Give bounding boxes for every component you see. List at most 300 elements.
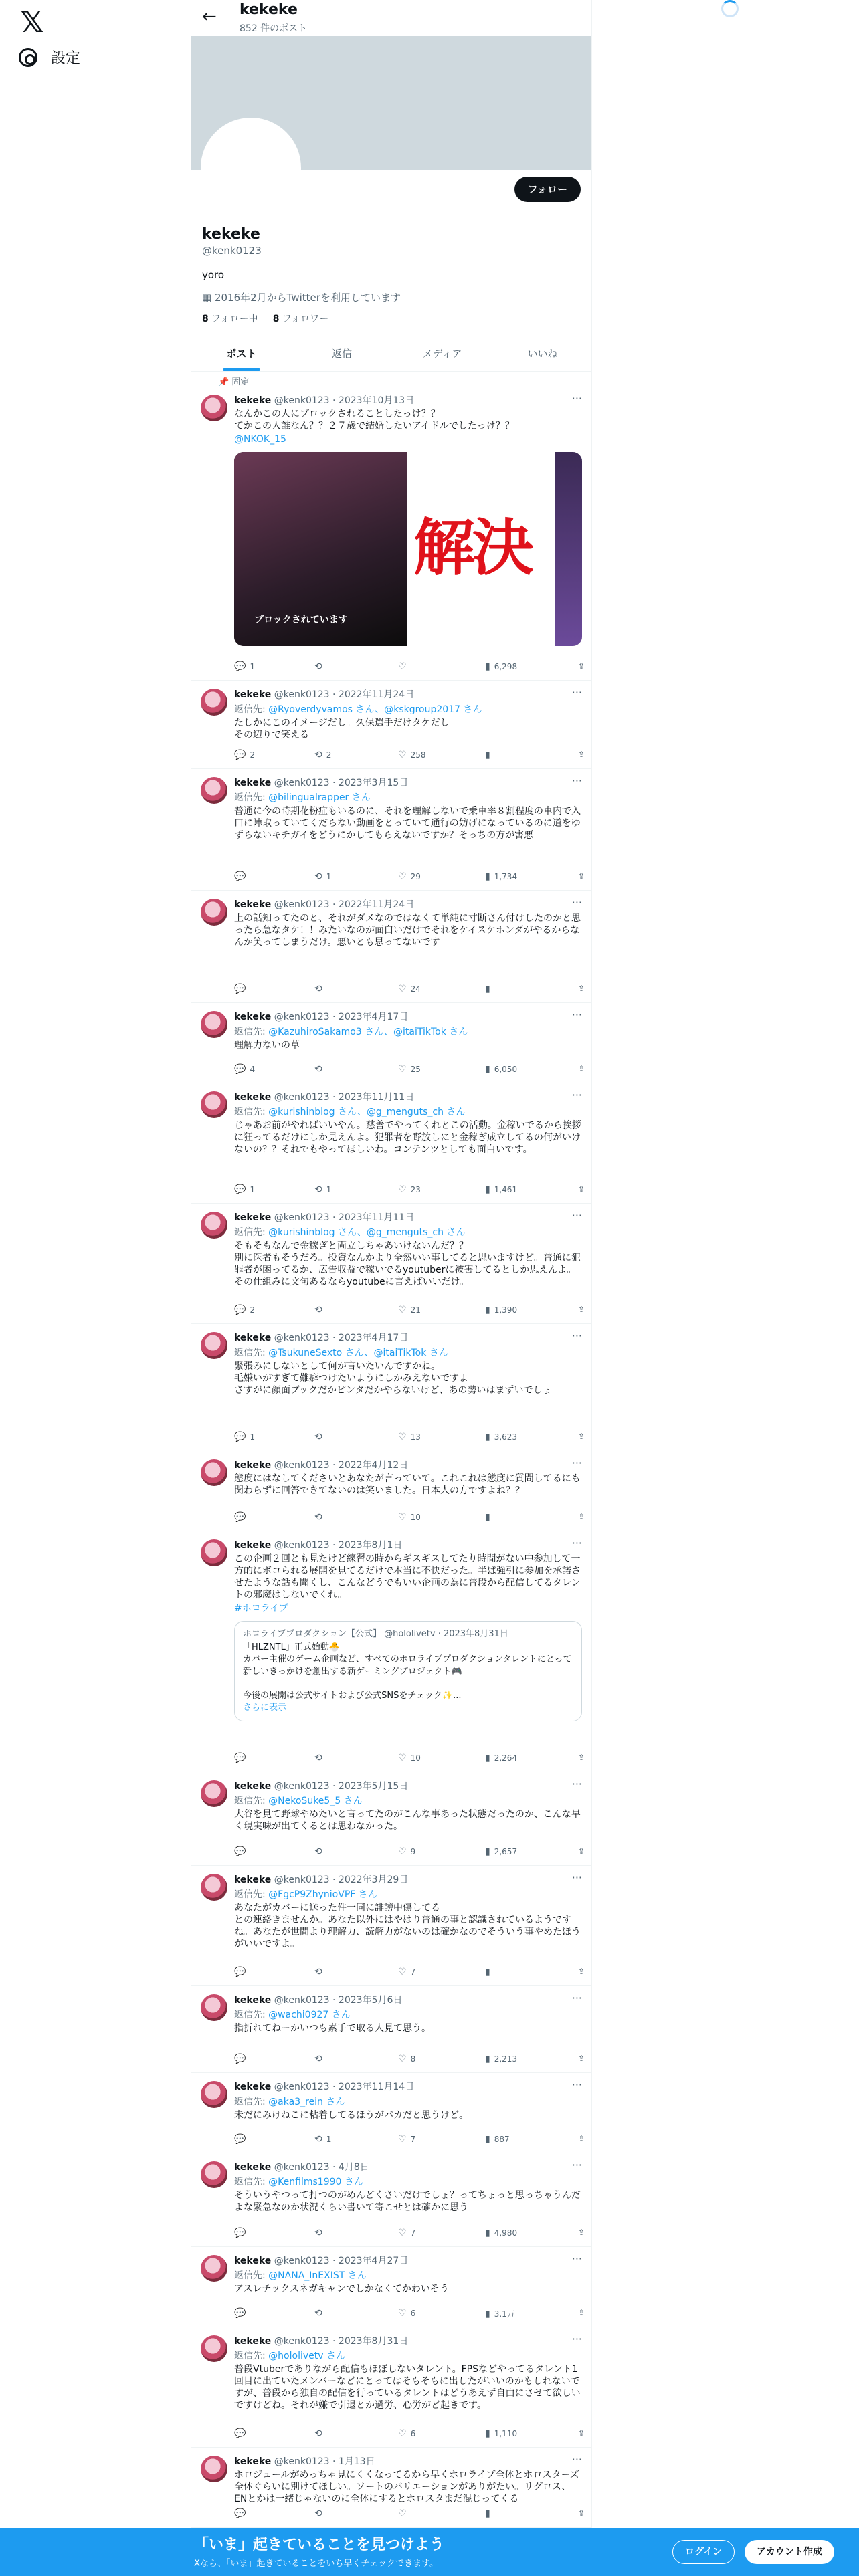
tweet[interactable]	[191, 1204, 592, 1324]
tweet-text: 大谷を見て野球やめたいと言ってたのがこんな事あった状態だったのか、こんな早く現実味が出てくるとは思わなかった。	[234, 1809, 581, 1832]
views-action[interactable]	[485, 2428, 517, 2439]
like-icon: ♡	[398, 1967, 407, 1977]
tweet-avatar[interactable]	[201, 689, 227, 716]
tweet-media[interactable]	[234, 452, 582, 646]
reply-to: 返信先: @Ryoverdyvamos さん、@kskgroup2017 さん	[234, 704, 482, 715]
tweet-header	[234, 1331, 582, 1344]
reply-action[interactable]	[234, 1753, 250, 1763]
views-action[interactable]	[485, 1184, 517, 1195]
share-icon[interactable]: ⇪	[577, 661, 585, 671]
reply-action[interactable]	[234, 750, 255, 760]
reply-action[interactable]	[234, 2134, 250, 2145]
retweet-icon: ⟲	[314, 984, 322, 994]
login-banner-title: 「いま」起きていることを見つけよう	[194, 2537, 445, 2553]
retweet-action[interactable]	[314, 2428, 326, 2439]
retweet-action[interactable]	[314, 2054, 326, 2064]
more-icon[interactable]: ···	[571, 1089, 582, 1101]
tweet-avatar[interactable]	[201, 2161, 227, 2188]
reply-to-handles[interactable]: @TsukuneSexto さん、@itaiTikTok さん	[268, 1348, 448, 1358]
tweet-header	[234, 2254, 582, 2267]
share-icon[interactable]: ⇪	[577, 1846, 585, 1856]
tweet-meta: @kenk0123 · 2022年11月24日	[274, 689, 415, 700]
reply-action[interactable]	[234, 984, 250, 994]
tweet[interactable]	[191, 1772, 592, 1866]
tweet-avatar[interactable]	[201, 1874, 227, 1901]
tweet-text: ホロジュールがめっちゃ見にくくなってるから早くホロライブ全体とホロスターズ全体ぐらいに別けてほしい。ソートのバリエーションがありがたい。リグロス、ENとかは一緒じゃないのに全体にするとホロスタまだ混じってくる	[234, 2470, 579, 2504]
retweet-action[interactable]	[314, 1753, 326, 1763]
reply-icon: 💬	[234, 1512, 246, 1523]
reply-to-handles[interactable]: @Kenfilms1990 さん	[268, 2177, 363, 2187]
views-icon: ▮	[485, 984, 490, 994]
reply-to-handles[interactable]: @hololivetv さん	[268, 2351, 345, 2361]
tweet-meta: @kenk0123 · 2022年4月12日	[274, 1460, 409, 1471]
action-count: 13	[410, 1432, 421, 1442]
tweet-author-name[interactable]: kekeke	[234, 1012, 272, 1023]
like-icon: ♡	[398, 2508, 407, 2519]
tweet-avatar[interactable]	[201, 2335, 227, 2362]
views-action[interactable]	[485, 1753, 517, 1763]
share-icon[interactable]: ⇪	[577, 1753, 585, 1762]
retweet-action[interactable]	[314, 1184, 331, 1195]
reply-icon: 💬	[234, 1305, 246, 1315]
reply-icon: 💬	[234, 1064, 246, 1075]
settings-link[interactable]	[19, 47, 80, 68]
tweet-author-name[interactable]: kekeke	[234, 689, 272, 700]
reply-action[interactable]	[234, 1064, 255, 1075]
tweet-actions	[234, 1967, 585, 1980]
follow-counts	[202, 312, 328, 325]
tweet-meta: @kenk0123 · 2023年4月17日	[274, 1012, 409, 1023]
like-icon: ♡	[398, 2228, 407, 2238]
action-count: 23	[410, 1185, 421, 1194]
retweet-action[interactable]	[314, 2228, 326, 2238]
reply-icon: 💬	[234, 984, 246, 994]
tweet-avatar[interactable]	[201, 1091, 227, 1118]
reply-icon: 💬	[234, 2134, 246, 2145]
reply-to-handles[interactable]: @KazuhiroSakamo3 さん、@itaiTikTok さん	[268, 1027, 468, 1037]
tweet[interactable]	[191, 1866, 592, 1986]
tweet-author-name[interactable]: kekeke	[234, 1460, 272, 1471]
tweet-text: 未だにみけねこに粘着してるほうがバカだと思うけど。	[234, 2110, 468, 2121]
share-icon[interactable]: ⇪	[577, 1184, 585, 1194]
tweet-avatar[interactable]	[201, 899, 227, 926]
show-more-link[interactable]: さらに表示	[243, 1703, 287, 1713]
tweet-avatar[interactable]	[201, 1011, 227, 1038]
retweet-icon: ⟲	[314, 1846, 322, 1857]
reply-action[interactable]	[234, 1432, 255, 1442]
more-icon[interactable]: ···	[571, 1457, 582, 1469]
like-action[interactable]	[398, 750, 425, 760]
like-icon: ♡	[398, 1753, 407, 1763]
retweet-action[interactable]	[314, 1967, 326, 1977]
tweet-actions	[234, 661, 585, 675]
retweet-action[interactable]	[314, 871, 331, 882]
reply-action[interactable]	[234, 1846, 250, 1857]
action-count: 887	[494, 2135, 510, 2144]
tweet-header	[234, 687, 582, 701]
profile-avatar[interactable]	[201, 118, 301, 218]
share-icon[interactable]: ⇪	[577, 2508, 585, 2518]
tweet-meta: @kenk0123 · 2023年8月31日	[274, 2336, 409, 2347]
tweet-header	[234, 1538, 582, 1551]
tweet-author-name[interactable]: kekeke	[234, 2256, 272, 2266]
tweet-text: アスレチックスネガキャンでしかなくてかわいそう	[234, 2284, 449, 2294]
views-action[interactable]	[485, 2054, 517, 2064]
reply-to: 返信先: @TsukuneSexto さん、@itaiTikTok さん	[234, 1348, 448, 1358]
share-icon[interactable]: ⇪	[577, 1305, 585, 1314]
tweet[interactable]	[191, 1324, 592, 1451]
more-icon[interactable]: ···	[571, 2453, 582, 2466]
more-icon[interactable]: ···	[571, 2333, 582, 2345]
tweet-actions	[234, 1064, 585, 1077]
action-count: 1	[250, 662, 256, 671]
reply-to-handles[interactable]: @Ryoverdyvamos さん、@kskgroup2017 さん	[268, 704, 482, 715]
reply-action[interactable]	[234, 871, 250, 882]
reply-action[interactable]	[234, 2054, 250, 2064]
share-icon[interactable]: ⇪	[577, 984, 585, 993]
retweet-icon: ⟲	[314, 2508, 322, 2519]
like-icon: ♡	[398, 2134, 407, 2145]
like-icon: ♡	[398, 661, 407, 672]
tweet-actions	[234, 1753, 585, 1766]
like-action[interactable]	[398, 1846, 415, 1857]
tab-media[interactable]: メディア	[422, 348, 462, 360]
tweet[interactable]	[191, 1003, 592, 1083]
tweet-avatar[interactable]	[201, 395, 227, 421]
share-icon[interactable]: ⇪	[577, 750, 585, 759]
media-strip	[555, 452, 582, 646]
tweet-text: たしかにこのイメージだし。久保選手だけタケだし その辺りで笑える	[234, 718, 450, 740]
more-icon[interactable]: ···	[571, 1871, 582, 1884]
tweet-meta: @kenk0123 · 2023年8月1日	[274, 1540, 403, 1551]
tweet-author-name[interactable]: kekeke	[234, 395, 272, 406]
reply-icon: 💬	[234, 2308, 246, 2319]
tweet[interactable]	[191, 681, 592, 769]
share-icon[interactable]: ⇪	[577, 1512, 585, 1521]
share-icon[interactable]: ⇪	[577, 1432, 585, 1441]
following-link[interactable]: 8 フォロー中	[202, 314, 258, 324]
reply-action[interactable]	[234, 1512, 250, 1523]
action-count: 1	[250, 1185, 256, 1194]
reply-icon: 💬	[234, 871, 246, 882]
retweet-icon: ⟲	[314, 2228, 322, 2238]
tweet-avatar[interactable]	[201, 1994, 227, 2021]
like-action[interactable]	[398, 2428, 415, 2439]
action-count: 6	[410, 2429, 416, 2438]
post-count: 852 件のポスト	[240, 23, 308, 34]
tweet-author-name[interactable]: kekeke	[234, 899, 272, 910]
views-icon: ▮	[485, 2508, 490, 2519]
tweet-header	[234, 1210, 582, 1224]
tweet-avatar[interactable]	[201, 1332, 227, 1359]
reply-icon: 💬	[234, 1184, 246, 1195]
reply-to-handles[interactable]: @FgcP9ZhynioVPF さん	[268, 1889, 377, 1900]
reply-action[interactable]	[234, 2428, 250, 2439]
reply-to-handles[interactable]: @NANA_InEXIST さん	[268, 2270, 367, 2281]
like-action[interactable]	[398, 2134, 415, 2145]
more-icon[interactable]: ···	[571, 1008, 582, 1021]
like-action[interactable]	[398, 984, 421, 994]
retweet-icon: ⟲	[314, 2134, 322, 2145]
tweet-meta: @kenk0123 · 2023年5月6日	[274, 1995, 403, 2006]
like-action[interactable]	[398, 1967, 415, 1977]
profile-tabs	[191, 336, 592, 372]
views-action[interactable]	[485, 1846, 517, 1857]
tweet-author-name[interactable]: kekeke	[234, 2336, 272, 2347]
tweet-avatar[interactable]	[201, 1212, 227, 1239]
views-action[interactable]	[485, 661, 517, 672]
tweet-header	[234, 1993, 582, 2006]
more-icon[interactable]: ···	[571, 1992, 582, 2004]
retweet-action[interactable]	[314, 2508, 326, 2519]
retweet-icon: ⟲	[314, 1184, 322, 1195]
share-icon[interactable]: ⇪	[577, 1064, 585, 1073]
followers-link[interactable]: 8 フォロワー	[272, 314, 329, 324]
tweet[interactable]	[191, 2448, 592, 2528]
like-action[interactable]	[398, 1064, 421, 1075]
reply-action[interactable]	[234, 1305, 255, 1315]
tab-replies[interactable]: 返信	[331, 348, 352, 360]
tweet-text: 態度にはなしてくださいとあなたが言っていて。これこれは態度に質問してるにも関わらずに回答できてないのは笑いました。日本人の方ですよね？？	[234, 1473, 581, 1496]
more-icon[interactable]: ···	[571, 2078, 582, 2091]
share-icon[interactable]: ⇪	[577, 2054, 585, 2063]
more-icon[interactable]: ···	[571, 2252, 582, 2265]
retweet-icon: ⟲	[314, 2054, 322, 2064]
views-action[interactable]	[485, 2228, 517, 2238]
tweet-author-name[interactable]: kekeke	[234, 1333, 272, 1344]
like-action[interactable]	[398, 1432, 421, 1442]
retweet-action[interactable]	[314, 1432, 326, 1442]
retweet-action[interactable]	[314, 2308, 326, 2319]
views-action[interactable]	[485, 2508, 494, 2519]
action-count: 29	[410, 872, 421, 881]
reply-to: 返信先: @Kenfilms1990 さん	[234, 2177, 363, 2187]
tweet-text: 指折れてねーかいつも素手で取る人見て思う。	[234, 2023, 431, 2034]
more-icon[interactable]: ···	[571, 1537, 582, 1549]
tweet-meta: @kenk0123 · 2023年11月11日	[274, 1212, 415, 1223]
like-action[interactable]	[398, 2308, 415, 2319]
retweet-icon: ⟲	[314, 2428, 322, 2439]
reply-action[interactable]	[234, 2508, 250, 2519]
retweet-icon: ⟲	[314, 750, 322, 760]
tweet-actions	[234, 2134, 585, 2147]
views-action[interactable]	[485, 1064, 517, 1075]
tweet[interactable]	[191, 2073, 592, 2153]
views-action[interactable]	[485, 1432, 517, 1442]
tweet[interactable]	[191, 2153, 592, 2247]
like-action[interactable]	[398, 1512, 421, 1523]
views-action[interactable]	[485, 1512, 494, 1523]
reply-action[interactable]	[234, 2308, 250, 2319]
like-action[interactable]	[398, 2054, 415, 2064]
action-count: 2,213	[494, 2054, 518, 2064]
action-count: 1	[326, 1185, 332, 1194]
tab-likes[interactable]: いいね	[527, 348, 558, 360]
action-count: 1	[326, 872, 332, 881]
reply-action[interactable]	[234, 2228, 250, 2238]
retweet-action[interactable]	[314, 1305, 326, 1315]
tweet[interactable]	[191, 2327, 592, 2448]
action-count: 2	[326, 750, 332, 760]
action-count: 1,110	[494, 2429, 518, 2438]
share-icon[interactable]: ⇪	[577, 2134, 585, 2143]
tweet-meta: @kenk0123 · 1月13日	[274, 2456, 375, 2467]
views-icon: ▮	[485, 2134, 490, 2145]
reply-to-handles[interactable]: @bilingualrapper さん	[268, 792, 371, 803]
reply-action[interactable]	[234, 1967, 250, 1977]
tweet-header	[234, 776, 582, 789]
tweet-meta: @kenk0123 · 2023年10月13日	[274, 395, 415, 406]
tweet-author-name[interactable]: kekeke	[234, 1212, 272, 1223]
views-icon: ▮	[485, 1305, 490, 1315]
tweet-avatar[interactable]	[201, 2255, 227, 2282]
reply-to: 返信先: @kurishinblog さん、@g_menguts_ch さん	[234, 1107, 466, 1117]
signup-button[interactable]: アカウント作成	[745, 2540, 834, 2564]
more-icon[interactable]: ···	[571, 896, 582, 909]
more-icon[interactable]: ···	[571, 2159, 582, 2171]
like-action[interactable]	[398, 1184, 421, 1195]
like-action[interactable]	[398, 661, 411, 672]
tweet-link[interactable]: #ホロライブ	[234, 1603, 288, 1614]
reply-icon: 💬	[234, 1846, 246, 1857]
retweet-action[interactable]	[314, 1064, 326, 1075]
reply-icon: 💬	[234, 750, 246, 760]
like-icon: ♡	[398, 1432, 407, 1442]
views-action[interactable]	[485, 1305, 517, 1315]
tweet-author-name[interactable]: kekeke	[234, 1995, 272, 2006]
reply-to-handles[interactable]: @aka3_rein さん	[268, 2097, 345, 2107]
action-count: 2	[250, 750, 256, 760]
tweet[interactable]	[191, 1451, 592, 1531]
tweet-link[interactable]: @NKOK_15	[234, 434, 286, 445]
top-bar-name: kekeke	[240, 1, 298, 18]
retweet-action[interactable]	[314, 1512, 326, 1523]
more-icon[interactable]: ···	[571, 686, 582, 699]
tweet-author-name[interactable]: kekeke	[234, 2456, 272, 2467]
tweet-text: そもそもなんで金稼ぎと両立しちゃあいけないんだ？？ 別に医者もそうだろ。投資なんかより全然いい事してると思いますけど。普通に犯罪者が困ってるか、広告収益で稼いでるyoutuberに被害してるとしか思えんよ。その仕組みに文句あるならyoutubeに言えばいいだけ。	[234, 1241, 581, 1287]
retweet-action[interactable]	[314, 2134, 331, 2145]
tweet-body	[234, 2080, 582, 2121]
tweet[interactable]	[191, 769, 592, 891]
tweet-text: 理解力ないの草	[234, 1040, 300, 1051]
tweet[interactable]	[191, 891, 592, 1003]
more-icon[interactable]: ···	[571, 1778, 582, 1790]
views-icon: ▮	[485, 871, 490, 882]
quoted-tweet[interactable]	[234, 1621, 582, 1721]
share-icon[interactable]: ⇪	[577, 871, 585, 881]
reply-icon: 💬	[234, 2228, 246, 2238]
retweet-action[interactable]	[314, 750, 331, 760]
tweet-avatar[interactable]	[201, 1459, 227, 1486]
tweet-avatar[interactable]	[201, 1780, 227, 1807]
reply-to-handles[interactable]: @kurishinblog さん、@g_menguts_ch さん	[268, 1227, 466, 1238]
tweet[interactable]	[191, 1083, 592, 1204]
like-action[interactable]	[398, 2508, 411, 2519]
tweet-avatar[interactable]	[201, 2081, 227, 2108]
more-icon[interactable]: ···	[571, 392, 582, 405]
back-arrow-icon[interactable]: ←	[202, 7, 217, 27]
action-count: 7	[410, 2135, 416, 2144]
retweet-action[interactable]	[314, 661, 326, 672]
reply-to-handles[interactable]: @NekoSuke5_5 さん	[268, 1796, 363, 1806]
like-action[interactable]	[398, 2228, 415, 2238]
gear-icon	[19, 48, 37, 67]
tweet[interactable]	[191, 1531, 592, 1772]
reply-to: 返信先: @bilingualrapper さん	[234, 792, 371, 803]
media-caption-big: 解決	[413, 512, 532, 584]
tweet-text: じゃあお前がやればいいやん。慈善でやってくれとこの活動。金稼いでるから挨拶に狂ってるだけにしか見えんよ。犯罪者を野放しにと金稼ぎ成立してるの何がいけないの？？それでもやってほしいわ。コンテンツとしても面白いです。	[234, 1120, 581, 1155]
tweet-author-name[interactable]: kekeke	[234, 1874, 272, 1885]
more-icon[interactable]: ···	[571, 774, 582, 787]
share-icon[interactable]: ⇪	[577, 1967, 585, 1976]
reply-to: 返信先: @aka3_rein さん	[234, 2097, 345, 2107]
tweet-author-name[interactable]: kekeke	[234, 2162, 272, 2173]
views-action[interactable]	[485, 750, 494, 760]
tweet-header	[234, 2160, 582, 2173]
share-icon[interactable]: ⇪	[577, 2228, 585, 2237]
tweet-avatar[interactable]	[201, 777, 227, 804]
like-icon: ♡	[398, 2428, 407, 2439]
reply-to-handles[interactable]: @kurishinblog さん、@g_menguts_ch さん	[268, 1107, 466, 1117]
tweet-header	[234, 897, 582, 911]
tweet[interactable]	[191, 387, 592, 681]
tweet-header	[234, 1458, 582, 1471]
views-icon: ▮	[485, 1512, 490, 1523]
views-action[interactable]	[485, 871, 517, 882]
tweet-avatar[interactable]	[201, 2456, 227, 2482]
login-button[interactable]: ログイン	[672, 2540, 735, 2564]
tweet-meta: @kenk0123 · 4月8日	[274, 2162, 369, 2173]
tweet-author-name[interactable]: kekeke	[234, 778, 272, 788]
share-icon[interactable]: ⇪	[577, 2308, 585, 2317]
views-action[interactable]	[485, 2308, 515, 2319]
reply-action[interactable]	[234, 1184, 255, 1195]
reply-to-handles[interactable]: @wachi0927 さん	[268, 2010, 351, 2020]
login-banner-subtitle: Xなら、「いま」起きていることをいち早くチェックできます。	[194, 2559, 438, 2569]
tweet-meta: @kenk0123 · 2023年3月15日	[274, 778, 409, 788]
tweet-actions	[234, 1432, 585, 1445]
views-action[interactable]	[485, 1967, 494, 1977]
tweet-author-name[interactable]: kekeke	[234, 1092, 272, 1103]
retweet-action[interactable]	[314, 984, 326, 994]
more-icon[interactable]: ···	[571, 1329, 582, 1342]
views-action[interactable]	[485, 984, 494, 994]
tweet[interactable]	[191, 2247, 592, 2327]
tweet-avatar[interactable]	[201, 1539, 227, 1566]
views-action[interactable]	[485, 2134, 510, 2145]
like-icon: ♡	[398, 1512, 407, 1523]
tweet-author-name[interactable]: kekeke	[234, 1540, 272, 1551]
like-action[interactable]	[398, 871, 421, 882]
tweet-body	[234, 2160, 582, 2214]
follow-button[interactable]: フォロー	[514, 177, 581, 202]
tab-posts[interactable]: ポスト	[191, 336, 292, 371]
like-action[interactable]	[398, 1305, 421, 1315]
share-icon[interactable]: ⇪	[577, 2428, 585, 2438]
tweet[interactable]	[191, 1986, 592, 2073]
retweet-action[interactable]	[314, 1846, 326, 1857]
action-count: 7	[410, 2228, 416, 2238]
action-count: 7	[410, 1967, 416, 1977]
reply-action[interactable]	[234, 661, 255, 672]
tweet-author-name[interactable]: kekeke	[234, 2082, 272, 2092]
tweet-author-name[interactable]: kekeke	[234, 1781, 272, 1792]
retweet-icon: ⟲	[314, 1967, 322, 1977]
views-icon: ▮	[485, 750, 490, 760]
like-action[interactable]	[398, 1753, 421, 1763]
x-logo-icon[interactable]: 𝕏	[20, 5, 44, 39]
more-icon[interactable]: ···	[571, 1209, 582, 1222]
